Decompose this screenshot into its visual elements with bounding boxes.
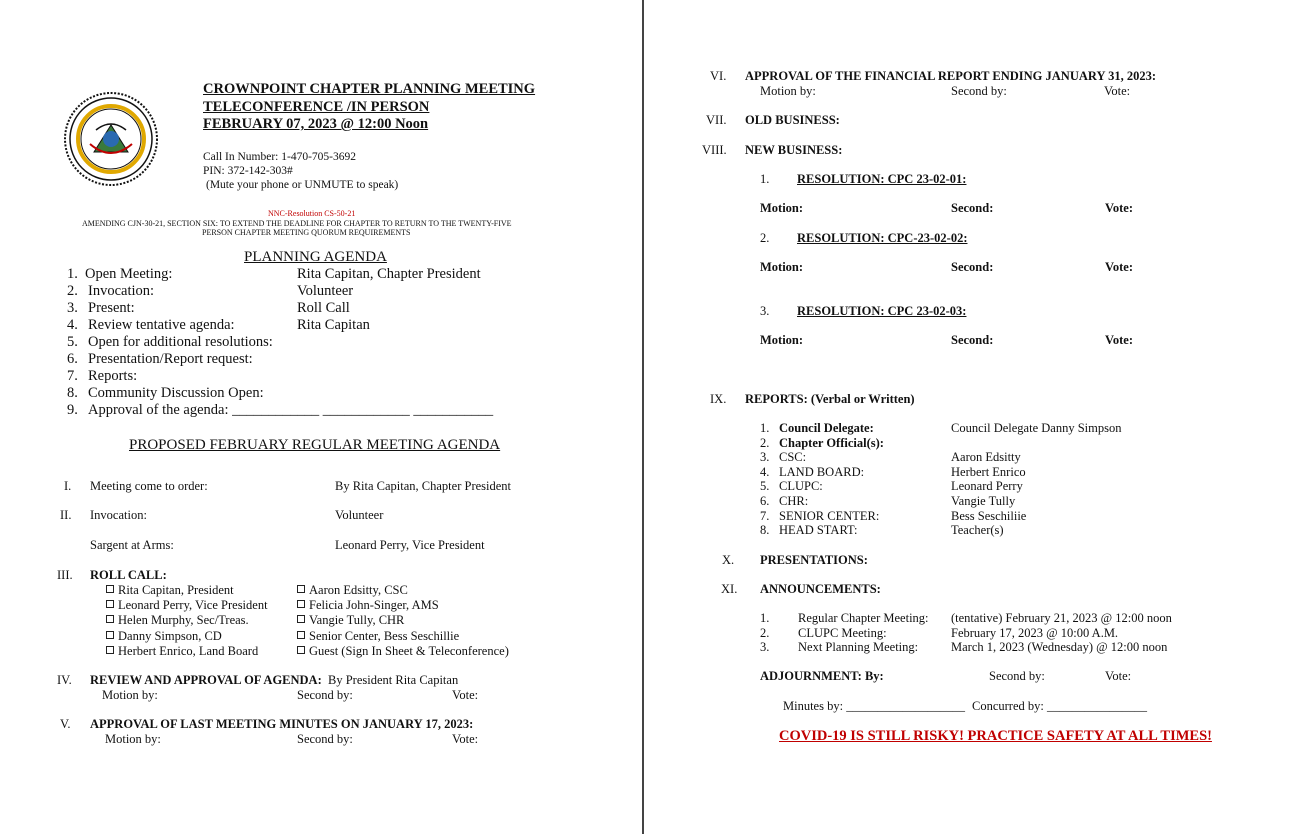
vote-label: Vote: [1105, 201, 1134, 215]
concurred-by: Concurred by: ________________ [972, 699, 1147, 713]
checkbox-icon [106, 615, 114, 623]
item-iv-label: REVIEW AND APPROVAL OF AGENDA: [90, 673, 322, 687]
planning-item-value: Rita Capitan, Chapter President [297, 266, 481, 282]
pin-number: PIN: 372-142-303# [203, 165, 293, 177]
roll-call-item: Herbert Enrico, Land Board [106, 644, 268, 659]
item-v-label: APPROVAL OF LAST MEETING MINUTES ON JANUARY 17, 2023: [90, 717, 474, 731]
sargent-value: Leonard Perry, Vice President [335, 538, 485, 552]
checkbox-icon [297, 600, 305, 608]
meeting-title-line1: CROWNPOINT CHAPTER PLANNING MEETING [203, 81, 536, 97]
item-xi-label: ANNOUNCEMENTS: [760, 582, 881, 596]
planning-agenda-title: PLANNING AGENDA [244, 249, 387, 265]
planning-item: 3. Present: [67, 300, 135, 316]
item-ii-num: II. [60, 508, 72, 522]
planning-item: 8. Community Discussion Open: [67, 385, 264, 401]
meeting-title-line2: TELECONFERENCE /IN PERSON [203, 98, 430, 115]
report-value: Vangie Tully [951, 493, 1016, 508]
item-vii-label: OLD BUSINESS: [745, 113, 840, 127]
roll-call-item: Leonard Perry, Vice President [106, 598, 268, 613]
roll-call-item: Aaron Edsitty, CSC [297, 583, 509, 598]
planning-item: 6. Presentation/Report request: [67, 351, 253, 367]
item-x-num: X. [722, 553, 735, 567]
motion-label: Motion: [760, 201, 804, 215]
second-by-label: Second by: [297, 688, 353, 702]
resolution-text-line1: AMENDING CJN-30-21, SECTION SIX: TO EXTEND THE DEADLINE FOR CHAPTER TO RETURN TO THE TWENTY-FIVE [82, 219, 512, 228]
motion-by-label: Motion by: [760, 84, 816, 98]
roll-call-item: Senior Center, Bess Seschillie [297, 629, 509, 644]
roll-call-item: Helen Murphy, Sec/Treas. [106, 613, 268, 628]
checkbox-icon [106, 646, 114, 654]
announcement-value: February 17, 2023 @ 10:00 A.M. [951, 625, 1119, 640]
vote-label: Vote: [1104, 84, 1131, 98]
planning-item: 4. Review tentative agenda: [67, 317, 235, 333]
report-item: 8. HEAD START: [760, 523, 858, 538]
report-value [951, 436, 1121, 451]
second-by-label: Second by: [297, 732, 353, 746]
report-value: Council Delegate Danny Simpson [951, 421, 1122, 435]
report-item: 2. Chapter Official(s): [760, 435, 884, 450]
announcement-item: 3. Next Planning Meeting: [760, 640, 919, 655]
item-viii-num: VIII. [702, 143, 727, 157]
planning-item-value: Volunteer [297, 283, 354, 299]
report-value: Herbert Enrico [951, 464, 1026, 479]
planning-item: 9. Approval of the agenda: ____________ ____________ ___________ [67, 402, 494, 418]
second-label: Second: [951, 260, 994, 274]
roll-call-item: Felicia John-Singer, AMS [297, 598, 509, 613]
report-item: 7. SENIOR CENTER: [760, 508, 880, 523]
second-label: Second: [951, 201, 994, 215]
announcement-item: 2. CLUPC Meeting: [760, 625, 887, 640]
adjournment-label: ADJOURNMENT: By: [760, 669, 884, 683]
resolution-item: RESOLUTION: CPC 23-02-03: [797, 304, 967, 318]
checkbox-icon [106, 600, 114, 608]
mute-note: (Mute your phone or UNMUTE to speak) [206, 179, 399, 191]
resolution-item: RESOLUTION: CPC-23-02-02: [797, 231, 968, 245]
motion-label: Motion: [760, 333, 804, 347]
right-page [644, 0, 1296, 834]
report-item: 3. CSC: [760, 450, 807, 465]
planning-item: 7. Reports: [67, 368, 138, 384]
adjournment-second: Second by: [989, 669, 1045, 683]
item-ix-num: IX. [710, 392, 727, 406]
vote-label: Vote: [1105, 260, 1134, 274]
item-iii-num: III. [57, 568, 73, 582]
roll-call-item: Danny Simpson, CD [106, 629, 268, 644]
report-value: Aaron Edsitty [951, 450, 1021, 465]
navajo-nation-seal [64, 92, 158, 186]
checkbox-icon [106, 585, 114, 593]
announcement-value: (tentative) February 21, 2023 @ 12:00 noon [951, 611, 1172, 625]
resolution-text-line2: PERSON CHAPTER MEETING QUORUM REQUIREMENTS [202, 228, 411, 237]
planning-item: 2. Invocation: [67, 283, 155, 299]
resolution-num: 1. [760, 172, 770, 186]
item-i-label: Meeting come to order: [90, 479, 208, 493]
item-iv-value: By President Rita Capitan [328, 673, 459, 687]
checkbox-icon [297, 646, 305, 654]
item-vii-num: VII. [706, 113, 727, 127]
planning-item-value: Roll Call [297, 300, 350, 316]
resolution-num: 2. [760, 231, 770, 245]
report-value: Teacher(s) [951, 523, 1004, 538]
roll-call-item: Guest (Sign In Sheet & Teleconference) [297, 644, 509, 659]
planning-item: 1. Open Meeting: [67, 266, 173, 282]
roll-call-item: Vangie Tully, CHR [297, 613, 509, 628]
checkbox-icon [297, 585, 305, 593]
item-i-num: I. [64, 479, 72, 493]
item-v-num: V. [60, 717, 71, 731]
item-viii-label: NEW BUSINESS: [745, 143, 843, 157]
announcement-item: 1. Regular Chapter Meeting: [760, 611, 929, 625]
meeting-title-line3: FEBRUARY 07, 2023 @ 12:00 Noon [203, 116, 429, 132]
regular-agenda-title: PROPOSED FEBRUARY REGULAR MEETING AGENDA [129, 437, 501, 453]
item-iv-num: IV. [57, 673, 72, 687]
adjournment-vote: Vote: [1105, 669, 1132, 683]
planning-item-value: Rita Capitan [297, 317, 370, 333]
call-in-number: Call In Number: 1-470-705-3692 [203, 151, 356, 163]
second-by-label: Second by: [951, 84, 1007, 98]
roll-call-item: Rita Capitan, President [106, 583, 268, 598]
report-item: 5. CLUPC: [760, 479, 823, 494]
motion-by-label: Motion by: [102, 688, 158, 702]
item-ii-label: Invocation: [90, 508, 147, 522]
planning-item: 5. Open for additional resolutions: [67, 334, 273, 350]
minutes-by: Minutes by: ___________________ [783, 699, 965, 713]
item-vi-num: VI. [710, 69, 727, 83]
report-item: 4. LAND BOARD: [760, 464, 865, 479]
item-ix-label: REPORTS: (Verbal or Written) [745, 392, 915, 406]
vote-label: Vote: [452, 688, 479, 702]
report-item: 1. Council Delegate: [760, 421, 874, 435]
vote-label: Vote: [452, 732, 479, 746]
resolution-number: NNC-Resolution CS-50-21 [268, 209, 356, 218]
motion-label: Motion: [760, 260, 804, 274]
second-label: Second: [951, 333, 994, 347]
left-page [0, 0, 643, 834]
sargent-label: Sargent at Arms: [90, 538, 174, 552]
item-x-label: PRESENTATIONS: [760, 553, 868, 567]
checkbox-icon [297, 631, 305, 639]
item-ii-value: Volunteer [335, 508, 384, 522]
report-value: Bess Seschiliie [951, 508, 1027, 523]
vote-label: Vote: [1105, 333, 1134, 347]
resolution-num: 3. [760, 304, 770, 318]
item-i-value: By Rita Capitan, Chapter President [335, 479, 512, 493]
report-value: Leonard Perry [951, 479, 1023, 494]
announcement-value: March 1, 2023 (Wednesday) @ 12:00 noon [951, 640, 1168, 655]
item-vi-label: APPROVAL OF THE FINANCIAL REPORT ENDING JANUARY 31, 2023: [745, 69, 1157, 83]
item-iii-label: ROLL CALL: [90, 568, 167, 582]
motion-by-label: Motion by: [105, 732, 161, 746]
checkbox-icon [106, 631, 114, 639]
item-xi-num: XI. [721, 582, 738, 596]
checkbox-icon [297, 615, 305, 623]
resolution-item: RESOLUTION: CPC 23-02-01: [797, 172, 967, 186]
covid-warning: COVID-19 IS STILL RISKY! PRACTICE SAFETY AT ALL TIMES! [779, 728, 1212, 744]
report-item: 6. CHR: [760, 493, 809, 508]
